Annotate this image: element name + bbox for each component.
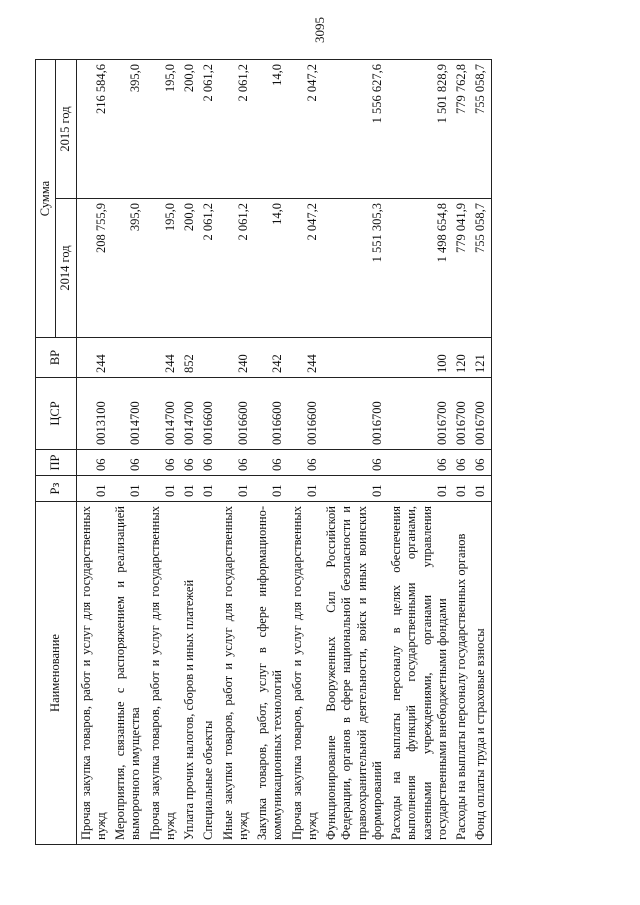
row-sum-2014: 208 755,9 (76, 199, 111, 338)
table-row (452, 60, 471, 845)
row-name: Уплата прочих налогов, сборов и иных платежей (180, 502, 199, 845)
row-sum-2014: 395,0 (111, 199, 146, 338)
header-year-2015: 2015 год (56, 60, 76, 199)
row-vr: 100 (387, 338, 452, 378)
row-vr: 244 (146, 338, 181, 378)
row-csr: 0014700 (111, 378, 146, 450)
row-sum-2014: 779 041,9 (452, 199, 471, 338)
rotated-sheet (35, 60, 615, 845)
row-sum-2014: 2 061,2 (219, 199, 254, 338)
row-vr: 244 (288, 338, 323, 378)
row-csr: 0016700 (322, 378, 387, 450)
row-vr: 240 (219, 338, 254, 378)
budget-table (35, 59, 492, 845)
row-sum-2015: 216 584,6 (76, 60, 111, 199)
row-rz: 01 (219, 476, 254, 502)
row-pr: 06 (322, 450, 387, 476)
row-sum-2015: 1 501 828,9 (387, 60, 452, 199)
row-vr: 244 (76, 338, 111, 378)
header-vr: ВР (36, 338, 77, 378)
row-rz: 01 (111, 476, 146, 502)
row-sum-2014: 200,0 (180, 199, 199, 338)
table-row (111, 60, 146, 845)
row-vr: 121 (471, 338, 491, 378)
row-pr: 06 (199, 450, 218, 476)
row-csr: 0014700 (146, 378, 181, 450)
table-row (387, 60, 452, 845)
page-number: 3095 (312, 17, 327, 43)
row-vr (322, 338, 387, 378)
table-row (180, 60, 199, 845)
row-name: Расходы на выплаты персоналу государственных органов (452, 502, 471, 845)
header-rz: Рз (36, 476, 77, 502)
row-rz: 01 (76, 476, 111, 502)
row-csr: 0016600 (288, 378, 323, 450)
row-sum-2015: 1 556 627,6 (322, 60, 387, 199)
row-sum-2015: 195,0 (146, 60, 181, 199)
row-name: Расходы на выплаты персоналу в целях обеспечения выполнения функций государственными органами, казенными учреждениями, органами управления государственными внебюджетными фондами (387, 502, 452, 845)
header-name: Наименование (36, 502, 77, 845)
row-sum-2014: 2 061,2 (199, 199, 218, 338)
row-name: Мероприятия, связанные с распоряжением и реализацией выморочного имущества (111, 502, 146, 845)
row-csr: 0013100 (76, 378, 111, 450)
table-row (322, 60, 387, 845)
header-year-2014: 2014 год (56, 199, 76, 338)
row-pr: 06 (76, 450, 111, 476)
row-pr: 06 (471, 450, 491, 476)
row-pr: 06 (111, 450, 146, 476)
row-csr: 0016700 (471, 378, 491, 450)
table-row (288, 60, 323, 845)
table-header (36, 60, 77, 845)
row-sum-2014: 755 058,7 (471, 199, 491, 338)
row-name: Прочая закупка товаров, работ и услуг для государственных нужд (146, 502, 181, 845)
row-sum-2015: 200,0 (180, 60, 199, 199)
table-body (76, 60, 491, 845)
table-row (76, 60, 111, 845)
row-pr: 06 (180, 450, 199, 476)
table-row (199, 60, 218, 845)
row-pr: 06 (219, 450, 254, 476)
row-rz: 01 (471, 476, 491, 502)
row-name: Закупка товаров, работ, услуг в сфере информационно-коммуникационных технологий (253, 502, 288, 845)
row-sum-2014: 1 498 654,8 (387, 199, 452, 338)
table-row (471, 60, 491, 845)
row-vr: 120 (452, 338, 471, 378)
header-csr: ЦСР (36, 378, 77, 450)
row-vr (199, 338, 218, 378)
table-row (146, 60, 181, 845)
row-csr: 0016600 (253, 378, 288, 450)
row-sum-2015: 2 061,2 (199, 60, 218, 199)
row-vr (111, 338, 146, 378)
row-rz: 01 (288, 476, 323, 502)
row-csr: 0016700 (387, 378, 452, 450)
row-sum-2015: 779 762,8 (452, 60, 471, 199)
row-sum-2015: 395,0 (111, 60, 146, 199)
row-rz: 01 (322, 476, 387, 502)
row-sum-2014: 1 551 305,3 (322, 199, 387, 338)
row-rz: 01 (180, 476, 199, 502)
row-sum-2014: 195,0 (146, 199, 181, 338)
row-name: Функционирование Вооруженных Сил Российской Федерации, органов в сфере национальной безопасности и правоохранительной деятельности, войск и иных воинских формирований (322, 502, 387, 845)
row-sum-2015: 14,0 (253, 60, 288, 199)
table-row (219, 60, 254, 845)
row-name: Иные закупки товаров, работ и услуг для государственных нужд (219, 502, 254, 845)
row-sum-2015: 755 058,7 (471, 60, 491, 199)
row-name: Фонд оплаты труда и страховые взносы (471, 502, 491, 845)
row-rz: 01 (253, 476, 288, 502)
row-rz: 01 (387, 476, 452, 502)
row-csr: 0016600 (219, 378, 254, 450)
row-rz: 01 (199, 476, 218, 502)
row-sum-2015: 2 061,2 (219, 60, 254, 199)
header-sum: Сумма (36, 60, 56, 338)
row-csr: 0016700 (452, 378, 471, 450)
row-name: Специальные объекты (199, 502, 218, 845)
row-sum-2014: 14,0 (253, 199, 288, 338)
row-pr: 06 (253, 450, 288, 476)
row-sum-2014: 2 047,2 (288, 199, 323, 338)
table-row (253, 60, 288, 845)
row-pr: 06 (146, 450, 181, 476)
row-name: Прочая закупка товаров, работ и услуг для государственных нужд (288, 502, 323, 845)
row-name: Прочая закупка товаров, работ и услуг для государственных нужд (76, 502, 111, 845)
row-sum-2015: 2 047,2 (288, 60, 323, 199)
row-pr: 06 (452, 450, 471, 476)
row-rz: 01 (146, 476, 181, 502)
header-pr: ПР (36, 450, 77, 476)
row-csr: 0016600 (199, 378, 218, 450)
row-csr: 0014700 (180, 378, 199, 450)
row-vr: 242 (253, 338, 288, 378)
row-pr: 06 (387, 450, 452, 476)
row-rz: 01 (452, 476, 471, 502)
row-pr: 06 (288, 450, 323, 476)
row-vr: 852 (180, 338, 199, 378)
